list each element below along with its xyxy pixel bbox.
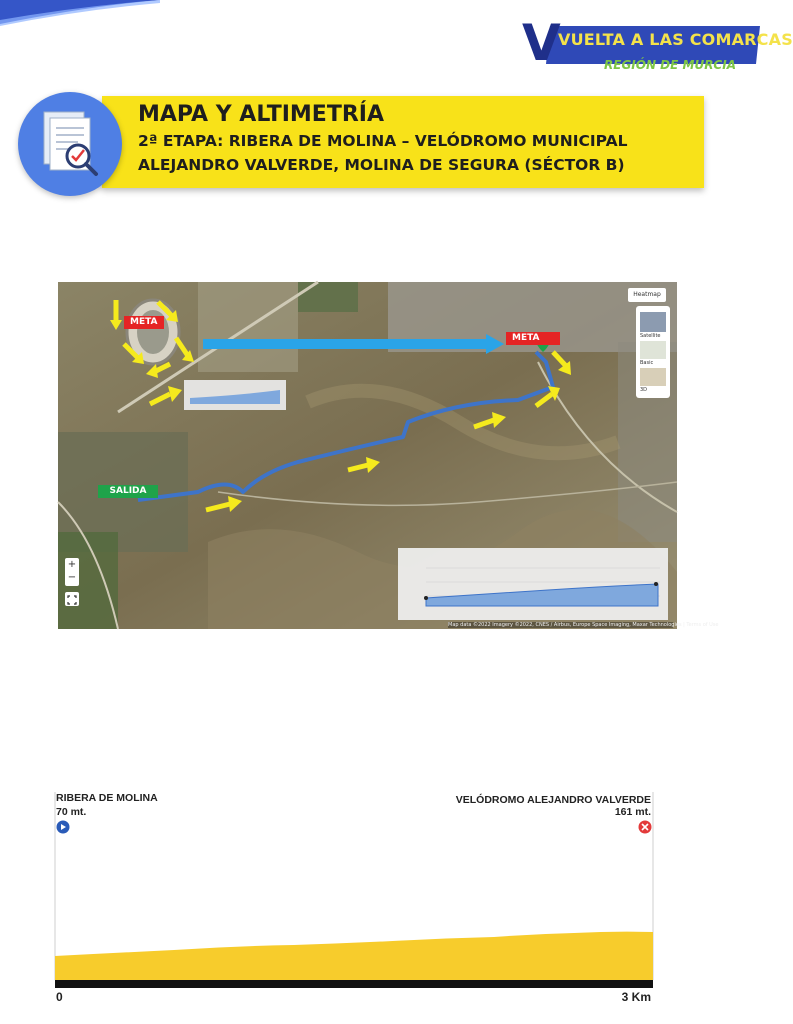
document-magnifier-icon <box>18 92 122 196</box>
km-end-label: 3 Km <box>621 990 651 1004</box>
mini-elevation-inset <box>184 380 286 410</box>
layer-3d-thumb[interactable] <box>640 368 666 386</box>
start-location-name: RIBERA DE MOLINA <box>56 792 158 804</box>
elevation-profile <box>54 788 659 1008</box>
map-attribution: Map data ©2022 Imagery ©2022, CNES / Airbus, Europe Space Imaging, Maxar Technologies | Terms of Use <box>448 622 719 628</box>
page-title: MAPA Y ALTIMETRÍA <box>138 102 384 127</box>
layer-switcher[interactable] <box>636 306 670 398</box>
profile-chart <box>54 788 659 988</box>
end-altitude: 161 mt. <box>614 806 651 818</box>
fullscreen-icon[interactable] <box>65 592 79 606</box>
km-start-label: 0 <box>56 990 63 1004</box>
zoom-controls[interactable] <box>65 558 79 586</box>
race-logo <box>522 14 793 86</box>
logo-subtitle: REGIÓN DE MURCIA <box>604 58 736 72</box>
zoom-out-button[interactable]: − <box>67 572 77 583</box>
logo-title: VUELTA A LAS COMARCAS <box>558 30 793 49</box>
profile-fill <box>55 932 653 980</box>
meta-label-left: META <box>124 316 164 329</box>
elevation-widget[interactable] <box>398 548 668 620</box>
salida-label: SALIDA <box>98 485 158 498</box>
stage-title-line2: ALEJANDRO VALVERDE, MOLINA DE SEGURA (SÉCTOR B) <box>138 156 625 174</box>
zoom-in-button[interactable]: + <box>67 559 77 570</box>
logo-letter: V <box>522 14 561 72</box>
meta-label-right: META <box>506 332 560 345</box>
header-icon-badge <box>18 92 122 196</box>
layer-satellite-label: Satellite <box>640 333 661 339</box>
layer-satellite-thumb[interactable] <box>640 312 666 332</box>
layer-basic-thumb[interactable] <box>640 341 666 359</box>
layer-3d-label: 3D <box>640 387 648 393</box>
header-banner <box>102 96 704 188</box>
route-map[interactable] <box>58 282 719 629</box>
end-location-name: VELÓDROMO ALEJANDRO VALVERDE <box>455 794 651 806</box>
heatmap-button[interactable]: Heatmap <box>628 288 666 302</box>
layer-basic-label: Basic <box>640 360 654 366</box>
corner-decoration <box>0 0 160 30</box>
stage-title-line1: 2ª ETAPA: RIBERA DE MOLINA – VELÓDROMO MUNICIPAL <box>138 132 628 150</box>
start-altitude: 70 mt. <box>56 806 87 818</box>
